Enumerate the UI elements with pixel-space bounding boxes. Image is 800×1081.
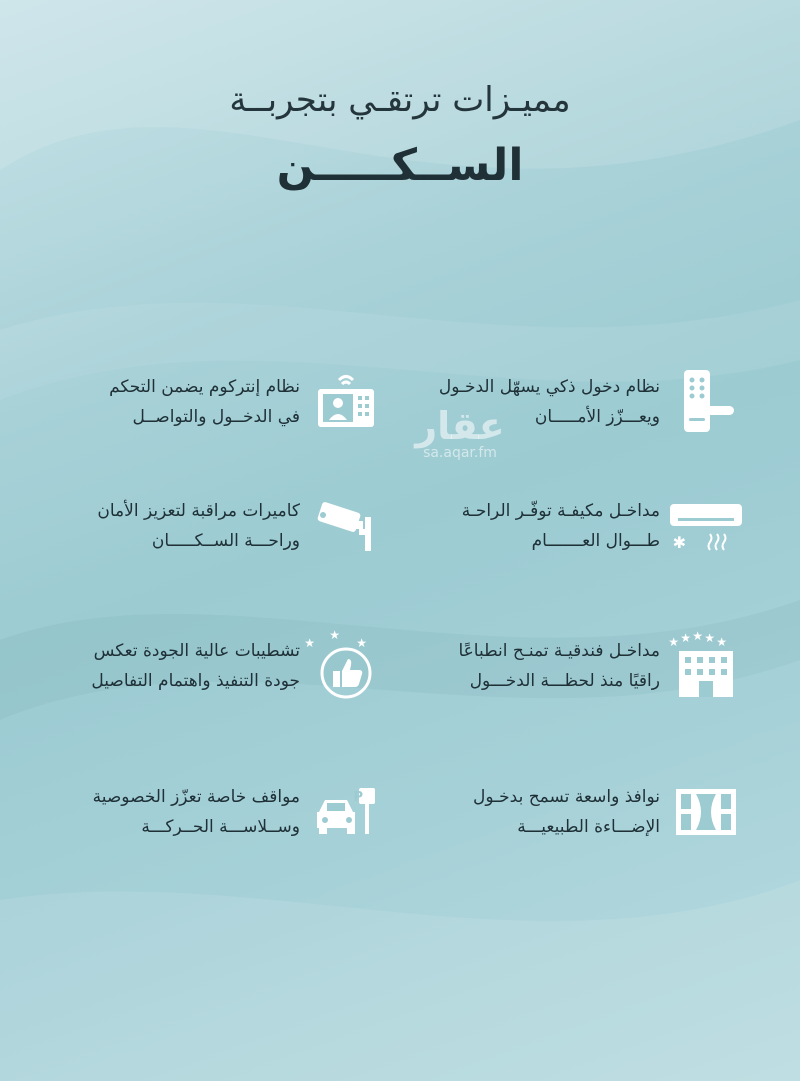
feature-line2: طـــوال العـــــــام [531,531,660,551]
quality-thumbs-up-icon [304,628,380,700]
feature-line2: جودة التنفيذ واهتمام التفاصيل [91,671,300,691]
parking-icon [312,778,380,846]
feature-hotel-entrances [430,629,740,700]
feature-quality-finishes [70,628,380,700]
feature-security-cameras [70,492,380,560]
feature-line2: في الدخــول والتواصــل [132,407,300,427]
intercom-icon [312,368,380,436]
feature-line1: نظام دخول ذكي يسهّل الدخـول [438,377,660,397]
feature-private-parking [70,778,380,846]
window-icon [672,778,740,846]
feature-line1: كاميرات مراقبة لتعزيز الأمان [97,501,300,521]
svg-text:★: ★ [668,635,679,649]
feature-text [70,496,300,556]
svg-text:★: ★ [680,631,691,645]
svg-text:★: ★ [329,628,340,642]
feature-line1: تشطيبات عالية الجودة تعكس [93,641,300,661]
feature-text [430,496,660,556]
feature-text [430,782,660,842]
hotel-building-icon [668,629,740,700]
feature-line1: نظام إنتركوم يضمن التحكم [109,377,300,397]
feature-line1: نوافذ واسعة تسمح بدخـول [473,787,660,807]
watermark-url: sa.aqar.fm [423,445,497,461]
svg-text:★: ★ [704,631,715,645]
security-camera-icon [312,492,380,560]
feature-line2: الإضـــاءة الطبيعيـــة [517,817,660,837]
svg-text:★: ★ [356,636,367,650]
svg-text:★: ★ [692,629,703,643]
feature-line1: مواقف خاصة تعزّز الخصوصية [92,787,300,807]
feature-text [430,372,660,432]
feature-line1: مداخـل مكيفـة توفّـر الراحـة [461,501,660,521]
smart-lock-icon [672,368,740,436]
feature-air-conditioned [430,492,740,560]
feature-wide-windows [430,778,740,846]
feature-text [70,372,300,432]
svg-text:★: ★ [304,636,315,650]
feature-line2: وراحـــة الســكـــــان [151,531,300,551]
watermark-brand: عقار [415,404,505,448]
feature-line2: راقيًا منذ لحظـــة الدخـــول [469,671,660,691]
svg-text:P: P [353,790,363,805]
feature-text [70,636,300,696]
feature-text [430,636,660,696]
page-title-line1: مميـزات ترتقـي بتجربــة [229,80,571,120]
svg-text:★: ★ [716,635,727,649]
feature-smart-entry [430,368,740,436]
page-title-line2: الســكـــــن [276,140,524,191]
svg-text:✱: ✱ [672,533,686,552]
feature-text [70,782,300,842]
feature-line1: مداخـل فندقيـة تمنـح انطباعًا [458,641,660,661]
feature-intercom [70,368,380,436]
feature-line2: ويعـــزّز الأمـــــان [534,407,660,427]
air-conditioner-icon [672,492,740,560]
feature-line2: وســلاســـة الحــركـــة [141,817,300,837]
